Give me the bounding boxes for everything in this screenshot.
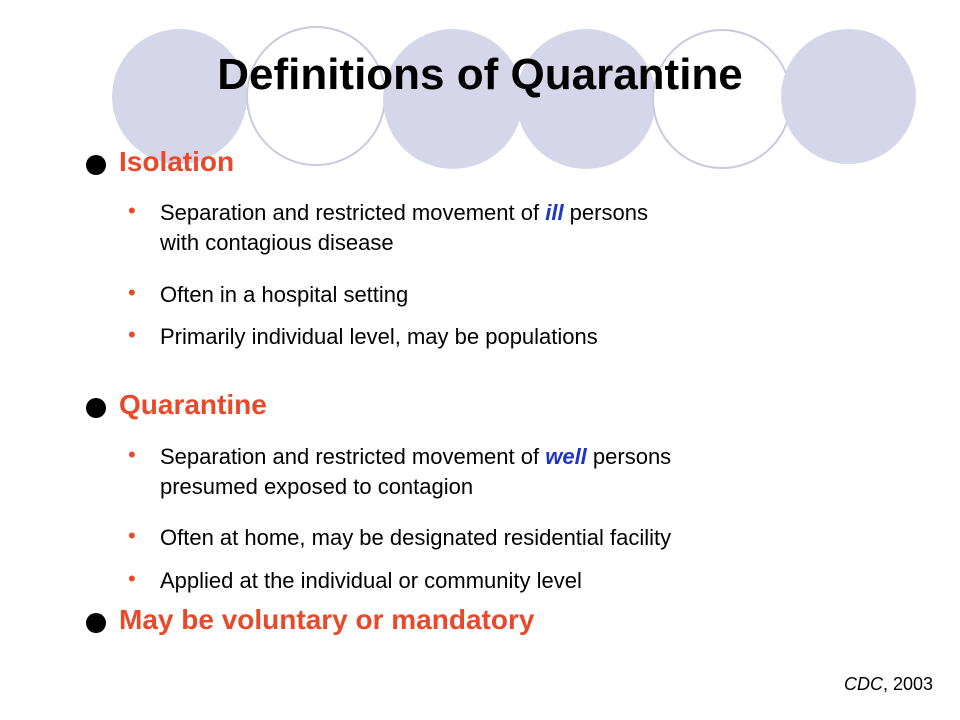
section-bullet-dot [86, 398, 106, 418]
section-bullet-dot [86, 155, 106, 175]
isolation-item-1-emphasis: ill [545, 200, 564, 225]
isolation-item-1-line2: with contagious disease [160, 230, 394, 255]
isolation-item-1-text-pre: Separation and restricted movement of [160, 200, 546, 225]
citation-source: CDC [843, 674, 883, 694]
quarantine-item-3: Applied at the individual or community level [160, 568, 582, 593]
quarantine-item-1-emphasis: well [545, 444, 587, 469]
quarantine-item-1 [160, 442, 671, 502]
quarantine-item-1-text-post: persons [586, 444, 672, 469]
quarantine-item-1-text-pre: Separation and restricted movement of [160, 444, 546, 469]
item-bullet: • [128, 280, 136, 305]
section-bullet-dot [86, 613, 106, 633]
isolation-item-2: Often in a hospital setting [160, 282, 409, 307]
isolation-item-3: Primarily individual level, may be populations [160, 324, 598, 349]
quarantine-item-2: Often at home, may be designated residential facility [160, 525, 672, 550]
section-heading-isolation: Isolation [119, 146, 235, 177]
section-heading-quarantine: Quarantine [119, 389, 267, 420]
item-bullet: • [128, 566, 136, 591]
isolation-item-1-text-post: persons [563, 200, 648, 225]
section-heading-voluntary: May be voluntary or mandatory [119, 604, 535, 635]
item-bullet: • [128, 442, 136, 467]
slide-title: Definitions of Quarantine [217, 50, 743, 99]
isolation-item-1 [160, 198, 648, 258]
item-bullet: • [128, 523, 136, 548]
item-bullet: • [128, 322, 136, 347]
quarantine-item-1-line2: presumed exposed to contagion [160, 474, 474, 499]
citation-year: , 2003 [882, 674, 933, 694]
item-bullet: • [128, 198, 136, 223]
citation [844, 674, 933, 695]
